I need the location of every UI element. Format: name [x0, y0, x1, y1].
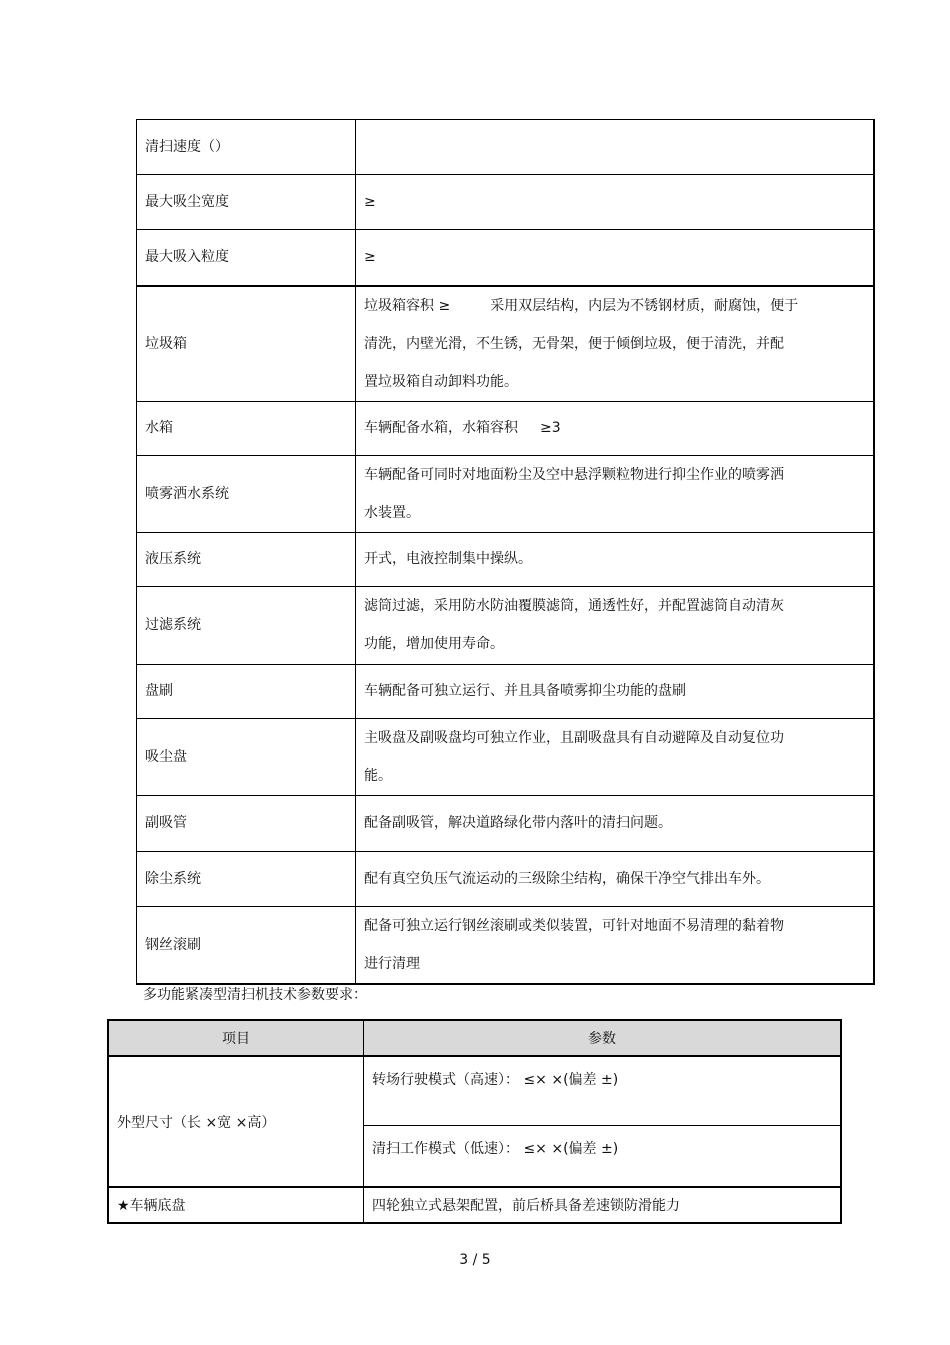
table-row	[137, 586, 875, 664]
row-value	[356, 906, 875, 984]
spec-table	[136, 119, 875, 985]
table-row	[137, 120, 875, 175]
size-label: 外型尺寸（长 ×宽 ×高）	[108, 1056, 364, 1187]
table-row	[108, 1056, 841, 1126]
table-row	[137, 230, 875, 286]
chassis-value: 四轮独立式悬架配置，前后桥具备差速锁防滑能力	[364, 1187, 842, 1223]
param-table	[107, 1019, 842, 1224]
row-value	[356, 401, 875, 455]
table-row	[137, 286, 875, 402]
row-value: 配备副吸管，解决道路绿化带内落叶的清扫问题。	[356, 795, 875, 851]
table-row	[137, 906, 875, 984]
row-value-part: 水装置。	[364, 504, 420, 521]
row-label: 盘刷	[137, 664, 356, 718]
row-label: 过滤系统	[137, 586, 356, 664]
table-row	[137, 664, 875, 718]
table-header-row	[108, 1020, 841, 1056]
row-value-part: 清洗，内壁光滑，不生锈，无骨架，便于倾倒垃圾，便于清洗，并配	[364, 335, 784, 352]
row-label: 喷雾洒水系统	[137, 455, 356, 532]
row-value: 车辆配备可独立运行、并且具备喷雾抑尘功能的盘刷	[356, 664, 875, 718]
row-value-part: 滤筒过滤，采用防水防油覆膜滤筒，通透性好，并配置滤筒自动清灰	[364, 598, 784, 614]
row-value: 开式，电液控制集中操纵。	[356, 532, 875, 586]
row-value-part: 主吸盘及副吸盘均可独立作业，且副吸盘具有自动避障及自动复位功	[364, 729, 784, 746]
table-caption: 多功能紧凑型清扫机技术参数要求：	[143, 987, 367, 1003]
chassis-label: ★车辆底盘	[108, 1187, 364, 1223]
header-param: 参数	[364, 1020, 842, 1056]
row-value: 配有真空负压气流运动的三级除尘结构，确保干净空气排出车外。	[356, 851, 875, 906]
table-row	[137, 175, 875, 230]
row-label: 除尘系统	[137, 851, 356, 906]
page-number: 3 / 5	[459, 1252, 491, 1268]
row-value-part: 车辆配备水箱，水箱容积	[364, 420, 518, 436]
row-value: ≥	[356, 230, 875, 286]
size-high-speed: 转场行驶模式（高速）： ≤× ×(偏差 ±)	[364, 1056, 842, 1126]
table-row	[137, 851, 875, 906]
table-row	[108, 1187, 841, 1223]
row-label: 最大吸入粒度	[137, 230, 356, 286]
row-value-part: 功能，增加使用寿命。	[364, 636, 504, 652]
row-value	[356, 718, 875, 795]
table-row	[137, 532, 875, 586]
row-value: ≥	[356, 175, 875, 230]
table-row	[137, 401, 875, 455]
row-label: 吸尘盘	[137, 718, 356, 795]
table-row	[137, 718, 875, 795]
row-value-part: 车辆配备可同时对地面粉尘及空中悬浮颗粒物进行抑尘作业的喷雾洒	[364, 466, 784, 483]
row-value-part: 能。	[364, 767, 392, 784]
row-value-part: ≥3	[540, 420, 561, 436]
row-label: 副吸管	[137, 795, 356, 851]
row-value	[356, 120, 875, 175]
row-label: 最大吸尘宽度	[137, 175, 356, 230]
row-value-part: 置垃圾箱自动卸料功能。	[364, 373, 518, 390]
row-value-part: 垃圾箱容积 ≥	[364, 297, 451, 314]
row-value-part: 采用双层结构，内层为不锈钢材质，耐腐蚀，便于	[490, 297, 799, 314]
row-value	[356, 286, 875, 402]
row-label: 垃圾箱	[137, 286, 356, 402]
table-row	[137, 455, 875, 532]
row-label: 钢丝滚刷	[137, 906, 356, 984]
size-low-speed: 清扫工作模式（低速）： ≤× ×(偏差 ±)	[364, 1126, 842, 1188]
row-value-part: 进行清理	[364, 955, 420, 972]
row-label: 水箱	[137, 401, 356, 455]
row-label: 清扫速度（）	[137, 120, 356, 175]
table-row	[137, 795, 875, 851]
header-item: 项目	[108, 1020, 364, 1056]
row-value	[356, 455, 875, 532]
row-label: 液压系统	[137, 532, 356, 586]
row-value-part: 配备可独立运行钢丝滚刷或类似装置，可针对地面不易清理的黏着物	[364, 917, 784, 934]
row-value	[356, 586, 875, 664]
